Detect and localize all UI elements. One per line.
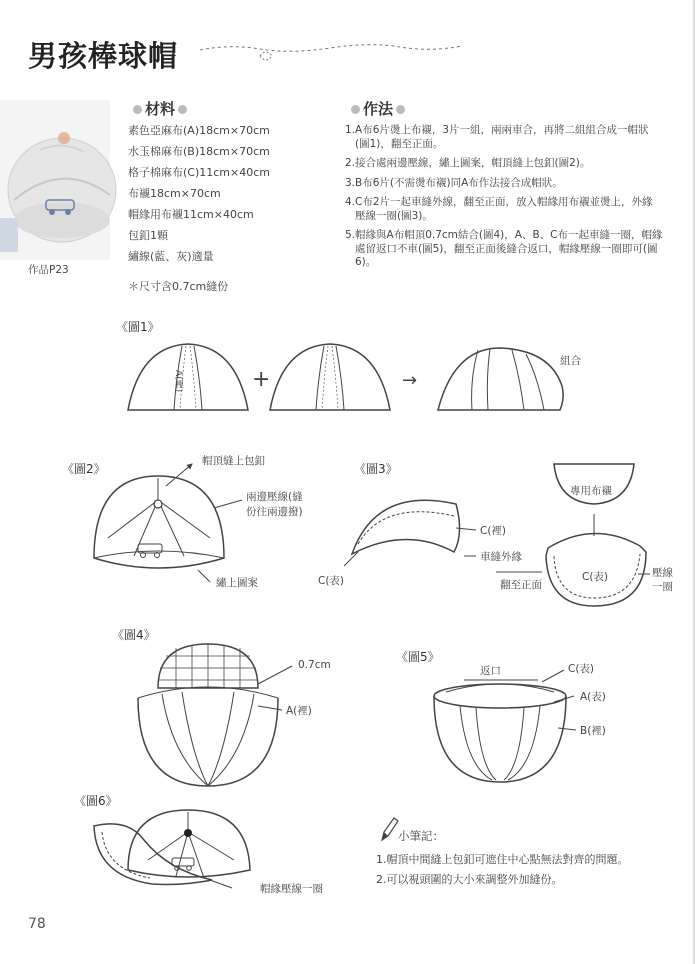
materials-note: ＊尺寸含0.7cm縫份: [128, 280, 229, 293]
materials-list: [128, 120, 270, 267]
bullet-dot-icon: [351, 105, 360, 114]
material-item: 帽緣用布襯11cm×40cm: [128, 208, 254, 221]
fig1-combine-label: 組合: [560, 355, 581, 367]
cap-piece-half-1: [128, 344, 248, 410]
material-item: 格子棉麻布(C)11cm×40cm: [128, 166, 271, 179]
material-item: 布襯18cm×70cm: [128, 187, 221, 200]
fig6-diagram: [88, 800, 358, 900]
fig2-annotation-bottom: 繡上圖案: [216, 577, 258, 589]
note-item: 2.可以視頭圍的大小來調整外加縫份。: [376, 873, 563, 886]
fig1-piece-label: A(裡): [173, 370, 183, 393]
materials-heading: 材料: [130, 98, 190, 119]
method-step: 2.接合處兩邊壓線，繡上圖案，帽頂縫上包釦(圖2)。: [345, 157, 591, 169]
page-title: 男孩棒球帽: [28, 39, 179, 73]
fig1-arrow: →: [402, 370, 418, 391]
fig2-annotation-mid2: 份往兩邊撥): [246, 506, 303, 518]
fig3-special-label: 專用布襯: [570, 485, 612, 497]
fig2-annotation-top: 帽頂縫上包釦: [202, 455, 265, 467]
material-item: 繡線(藍、灰)適量: [128, 250, 214, 263]
brim-pieces: [352, 500, 460, 554]
fig1-plus-sign: +: [252, 367, 271, 392]
fig5-c-outer-label: C(表): [568, 663, 595, 675]
fig4-a-inner-label: A(裡): [286, 705, 312, 717]
finished-cap: [94, 810, 250, 885]
fig5-label: 《圖5》: [396, 650, 440, 664]
cap-top-plaid: [158, 644, 258, 688]
cap-bottom-half: [138, 687, 278, 786]
fig5-diagram: [430, 656, 670, 796]
bullet-dot-icon: [396, 105, 405, 114]
material-item: 水玉棉麻布(B)18cm×70cm: [128, 145, 270, 158]
fig3-diagram: [314, 456, 688, 616]
fig3-press1-label: 壓線: [652, 567, 673, 579]
bullet-dot-icon: [178, 105, 187, 114]
title-dashed-decoration: [200, 40, 470, 70]
fig3-turn-label: 翻至正面: [500, 579, 542, 591]
fig2-label: 《圖2》: [62, 462, 106, 476]
fig2-annotation-mid1: 兩邊壓線(縫: [246, 491, 303, 503]
material-item: 包釦1顆: [128, 229, 168, 242]
fig6-label: 《圖6》: [74, 794, 118, 808]
method-steps: [345, 124, 663, 276]
fig5-a-outer-label: A(表): [580, 691, 606, 703]
fig5-b-inner-label: B(裡): [580, 725, 606, 737]
pencil-icon: [378, 816, 398, 842]
covered-button-icon: [154, 500, 162, 508]
fig3-sew-outer-label: 車縫外緣: [480, 551, 522, 563]
method-step: 5.帽緣與A布帽頂0.7cm結合(圖4)，A、B、C布一起車縫一圈，帽緣處留返口不車(圖5)，翻至正面後縫合返口，帽緣壓線一圈即可(圖6)。: [345, 229, 663, 268]
fig2-diagram: [88, 448, 348, 598]
bullet-dot-icon: [133, 105, 142, 114]
works-reference: 作品P23: [28, 264, 69, 276]
fig3-c-inner-label: C(裡): [480, 525, 507, 537]
fig4-seam-label: 0.7cm: [298, 659, 331, 671]
page-number: 78: [28, 916, 46, 932]
method-step: 4.C布2片一起車縫外線，翻至正面，放入帽緣用布襯並燙上，外緣壓線一圈(圖3)。: [345, 196, 653, 222]
fig1-label: 《圖1》: [116, 320, 160, 334]
fig1-diagram: [120, 338, 600, 420]
fig5-opening-label: 返口: [480, 665, 501, 677]
notes-heading: 小筆記：: [398, 829, 444, 843]
fig6-brim-label: 帽緣壓線一圈: [260, 883, 323, 895]
covered-button-icon: [184, 829, 192, 837]
method-step: 1.A布6片燙上布襯，3片一組，兩兩車合，再將二組組合成一帽狀(圖1)，翻至正面。: [345, 124, 649, 150]
fig3-label: 《圖3》: [354, 462, 398, 476]
fig3-c-outer2-label: C(表): [582, 571, 609, 583]
fig3-press2-label: 一圈: [652, 581, 673, 593]
method-heading: 作法: [348, 98, 408, 119]
notes-list: [376, 850, 629, 890]
fig4-label: 《圖4》: [112, 628, 156, 642]
car-embroidery-icon: [172, 858, 194, 870]
product-photo: [0, 100, 110, 260]
material-item: 素色亞麻布(A)18cm×70cm: [128, 124, 270, 137]
note-item: 1.帽頂中間縫上包釦可遮住中心點無法對齊的問題。: [376, 853, 629, 866]
brim-finished: [546, 533, 646, 606]
interfacing-piece: [554, 464, 634, 504]
cap-piece-half-2: [270, 344, 390, 410]
fig4-diagram: [122, 636, 362, 796]
method-step: 3.B布6片(不需燙布襯)同A布作法接合成帽狀。: [345, 176, 563, 189]
cap-combined: [438, 348, 563, 410]
fig3-c-outer-label: C(表): [318, 575, 345, 587]
cap-assembled: [434, 684, 566, 782]
